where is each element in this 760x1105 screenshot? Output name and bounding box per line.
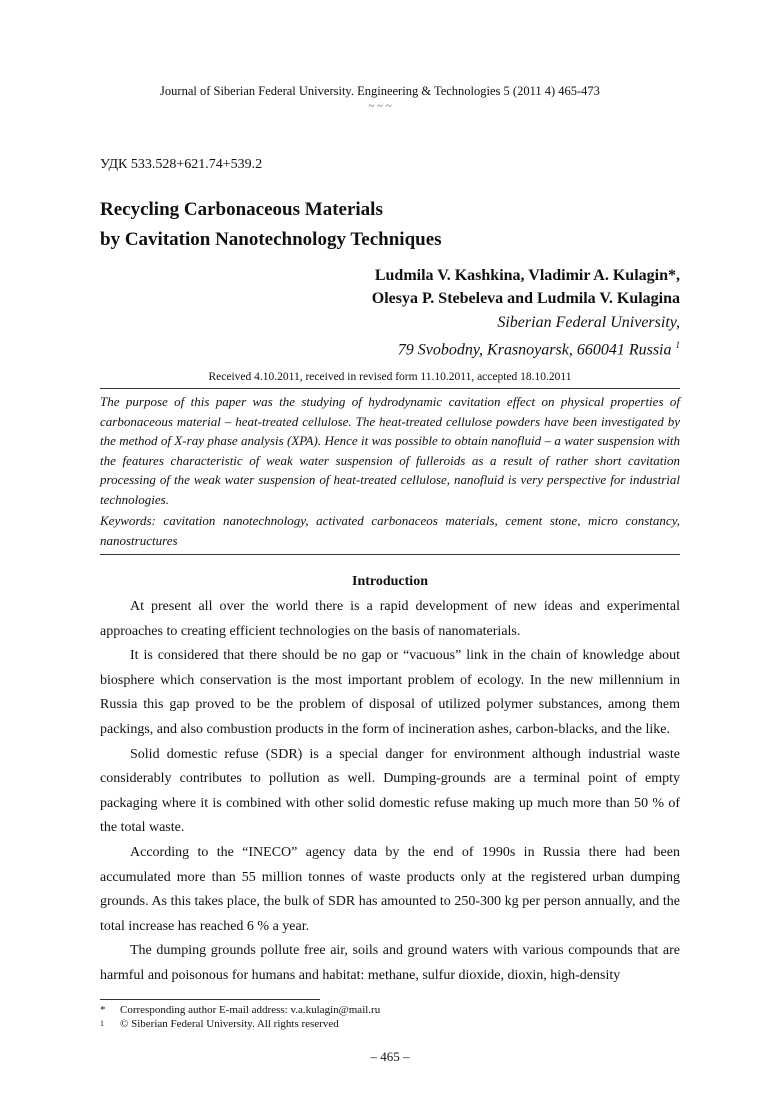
paragraph: The dumping grounds pollute free air, soils and ground waters with various compounds that are harmful and poisonous for humans and habitat: methane, sulfur dioxide, dioxin, high-density: [100, 943, 680, 983]
udk-code: УДК 533.528+621.74+539.2: [100, 157, 263, 172]
title-line: Recycling Carbonaceous Materials: [100, 199, 383, 220]
footnote: [100, 1003, 680, 1017]
article-flow: [100, 370, 680, 1105]
paragraph: According to the “INECO” agency data by the end of 1990s in Russia there had been accumulated more than 55 million tonnes of waste products only at the registered urban dumping grounds. As this takes place, the bulk of SDR has amounted to 250-300 kg per person annually, and the total increase has reached 6 % a year.: [100, 844, 680, 934]
divider: [100, 554, 680, 555]
title-line: by Cavitation Nanotechnology Techniques: [100, 229, 442, 250]
footnote-marker: 1: [100, 1018, 104, 1028]
footnotes: [100, 1003, 680, 1031]
journal-header: Journal of Siberian Federal University. Engineering & Technologies 5 (2011 4) 465-473: [160, 84, 600, 98]
keywords: Keywords: cavitation nanotechnology, activated carbonaceos materials, cement stone, micro constancy, nanostructures: [100, 513, 680, 548]
page-number: – 465 –: [370, 1048, 410, 1064]
authors: [372, 264, 680, 310]
footnote: [100, 1017, 680, 1031]
author-line: Olesya P. Stebeleva and Ludmila V. Kulagina: [371, 290, 680, 307]
footnote-marker: *: [100, 1003, 106, 1016]
divider: [100, 388, 680, 389]
header-separator: ~ ~ ~: [368, 100, 392, 112]
paragraph: It is considered that there should be no gap or “vacuous” link in the chain of knowledge about biosphere which conservation is the most important problem of ecology. In the new millennium in Russia this gap proved to be the problem of disposal of utilized polymer substances, among them packings, and also combustion products in the form of incineration ashes, carbon-blacks, and the like.: [100, 648, 680, 737]
section-heading: Introduction: [352, 574, 428, 589]
footnote-mark: 1: [675, 340, 680, 350]
received-dates: Received 4.10.2011, received in revised form 11.10.2011, accepted 18.10.2011: [208, 371, 572, 383]
footnote-divider: [100, 999, 320, 1000]
affiliation-address: 79 Svobodny, Krasnoyarsk, 660041 Russia: [397, 341, 672, 359]
paper-title: [100, 195, 442, 255]
affiliation: [398, 311, 680, 361]
paragraph: Solid domestic refuse (SDR) is a special danger for environment although industrial waste considerably contributes to pollution as well. Dumping-grounds are a terminal point of empty packaging where it is combined with other solid domestic refuse making up much more than 50 % of the total waste.: [100, 746, 680, 836]
footnote-text: Corresponding author E-mail address: v.a.kulagin@mail.ru: [120, 1003, 381, 1016]
affiliation-line: Siberian Federal University,: [497, 314, 680, 331]
abstract: The purpose of this paper was the studying of hydrodynamic cavitation effect on physical properties of carbonaceous material – heat-treated cellulose. The heat-treated cellulose powders have been investigated by the method of X-ray phase analysis (XPA). Hence it was possible to obtain nanofluid – a water suspension with the features characteristic of weak water suspension of fulleroids as a result of rather short cavitation processing of the weak water suspension of heat-treated cellulose, nanofluid is very perspective for industrial technologies.: [100, 394, 680, 507]
footnote-text: © Siberian Federal University. All rights reserved: [120, 1017, 339, 1030]
body-text: [100, 595, 680, 989]
author-line: Ludmila V. Kashkina, Vladimir A. Kulagin*,: [374, 267, 680, 284]
paragraph: At present all over the world there is a rapid development of new ideas and experimental approaches to creating efficient technologies on the basis of nanomaterials.: [100, 599, 680, 639]
affiliation-line: [398, 334, 680, 361]
